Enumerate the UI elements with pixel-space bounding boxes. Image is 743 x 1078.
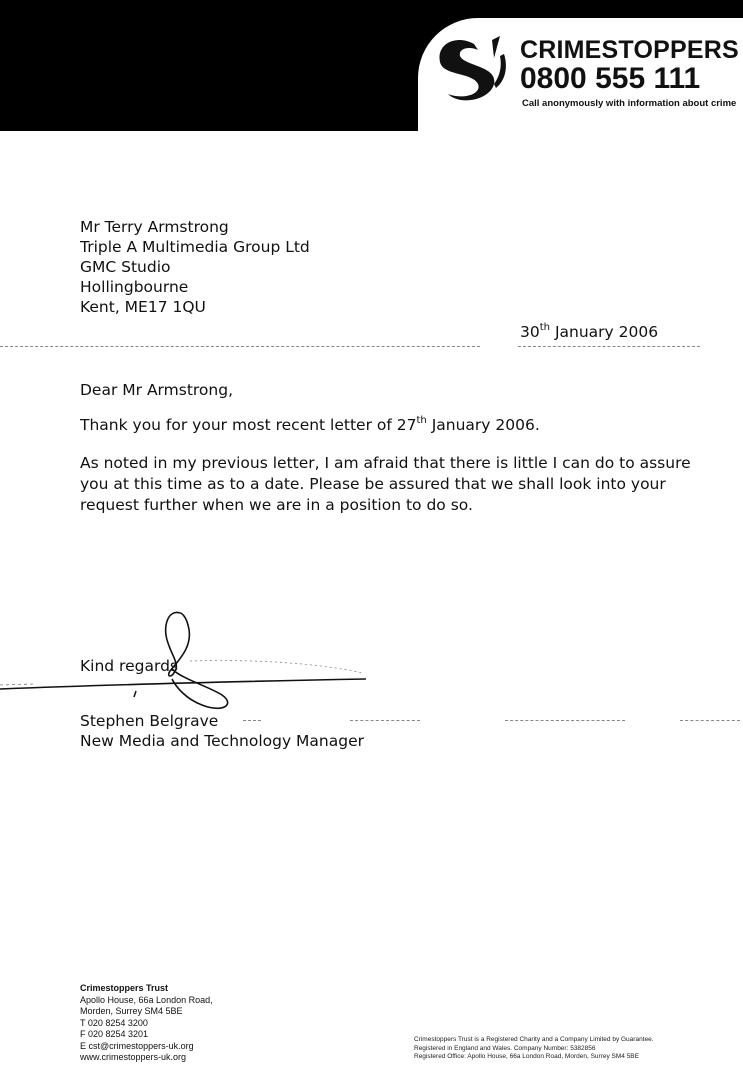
para1-text: Thank you for your most recent letter of 27 [80, 416, 417, 434]
date-suffix: th [539, 322, 550, 333]
recipient-address [80, 217, 310, 317]
para1-superscript: th [416, 415, 427, 426]
signoff: Kind regards [80, 657, 178, 675]
legal-line: Crimestoppers Trust is a Registered Charity and a Company Limited by Guarantee. [414, 1036, 654, 1043]
date-day: 30 [520, 323, 540, 341]
scan-artifact-line [243, 720, 261, 721]
letter-date [520, 323, 658, 341]
scan-artifact-line [518, 346, 700, 347]
signer-name: Stephen Belgrave [80, 712, 219, 730]
scan-artifact-line [680, 720, 740, 721]
brand-tagline: Call anonymously with information about crime [522, 98, 737, 109]
footer-telephone: T 020 8254 3200 [80, 1017, 148, 1028]
scan-artifact-line [505, 720, 625, 721]
signer-title: New Media and Technology Manager [80, 732, 364, 750]
body-paragraph-2 [80, 453, 691, 516]
footer-org-name: Crimestoppers Trust [80, 983, 169, 993]
legal-line: Registered Office: Apollo House, 66a London Road, Morden, Surrey SM4 5BE [414, 1053, 639, 1060]
footer-contact-block [80, 983, 213, 1064]
hotline-number: 0800 555 111 [520, 62, 701, 95]
footer-website: www.crimestoppers-uk.org [80, 1052, 187, 1062]
footer-email: E cst@crimestoppers-uk.org [80, 1040, 194, 1051]
address-line: Triple A Multimedia Group Ltd [80, 238, 310, 256]
salutation: Dear Mr Armstrong, [80, 381, 234, 399]
scan-artifact-line [350, 720, 420, 721]
crimestoppers-logo-icon [434, 36, 514, 106]
footer-address-line: Morden, Surrey SM4 5BE [80, 1006, 183, 1016]
address-line: Kent, ME17 1QU [80, 298, 206, 316]
address-line: Mr Terry Armstrong [80, 218, 229, 236]
body-paragraph-1 [80, 416, 540, 434]
address-line: Hollingbourne [80, 278, 189, 296]
footer-legal-notice [414, 1036, 654, 1062]
paragraph-line: request further when we are in a position to do so. [80, 496, 473, 514]
footer-address-line: Apollo House, 66a London Road, [80, 994, 213, 1005]
date-month-year: January 2006 [554, 323, 659, 341]
footer-fax: F 020 8254 3201 [80, 1029, 149, 1039]
legal-line: Registered in England and Wales. Company Number: 5382856 [414, 1044, 596, 1052]
paragraph-line: you at this time as to a date. Please be assured that we shall look into your [80, 475, 666, 493]
brand-name: CRIMESTOPPERS [520, 36, 739, 64]
paragraph-line: As noted in my previous letter, I am afraid that there is little I can do to assure [80, 454, 691, 472]
scan-artifact-line [0, 346, 480, 347]
address-line: GMC Studio [80, 258, 171, 276]
para1-text-end: January 2006. [431, 416, 540, 434]
